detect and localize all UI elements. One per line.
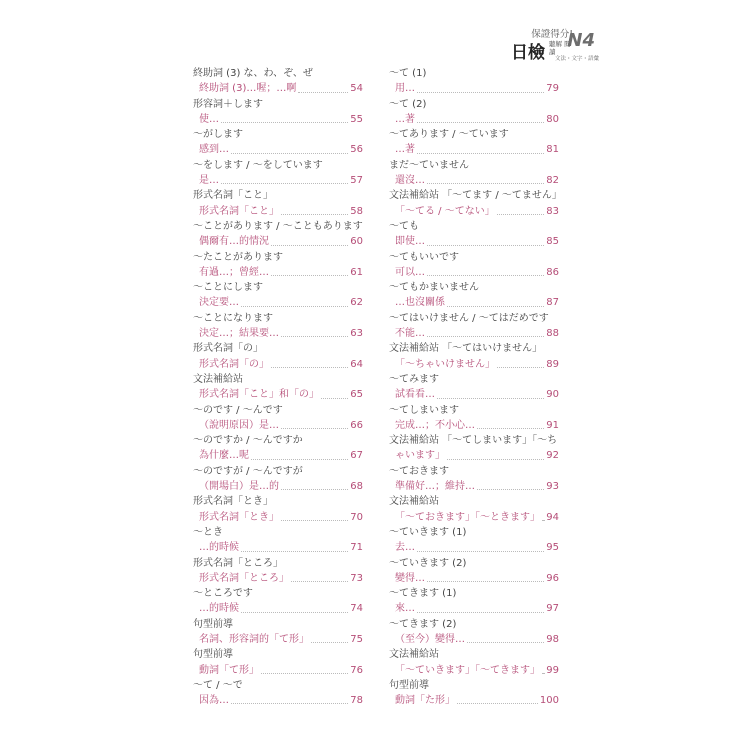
toc-page-number: 68 bbox=[350, 481, 363, 493]
toc-entry[interactable] bbox=[193, 97, 363, 128]
toc-page-number: 70 bbox=[350, 511, 363, 523]
toc-entry-description: 使… bbox=[199, 113, 219, 125]
toc-entry-detail bbox=[389, 540, 559, 555]
toc-entry-title: 形式名詞「の」 bbox=[193, 343, 263, 355]
toc-entry-title: 終助詞 (3) な、わ、ぞ、ぜ bbox=[193, 68, 313, 79]
toc-entry-detail bbox=[193, 326, 363, 341]
toc-entry-title: ～てしまいます bbox=[389, 404, 459, 416]
toc-page-number: 64 bbox=[350, 358, 363, 370]
toc-entry[interactable] bbox=[389, 341, 559, 372]
toc-entry[interactable] bbox=[389, 403, 559, 434]
logo-level: N4 bbox=[567, 30, 595, 51]
dot-leader bbox=[311, 632, 348, 643]
dot-leader bbox=[457, 693, 538, 704]
toc-entry[interactable] bbox=[193, 433, 363, 464]
dot-leader bbox=[417, 540, 544, 551]
toc-entry-title: ～とき bbox=[193, 526, 223, 538]
toc-entry-detail bbox=[389, 265, 559, 280]
dot-leader bbox=[497, 357, 544, 368]
toc-entry-title: ～のですが / ～んですが bbox=[193, 465, 303, 477]
dot-leader bbox=[241, 540, 348, 551]
toc-page-number: 87 bbox=[546, 297, 559, 309]
dot-leader bbox=[417, 601, 544, 612]
toc-entry-detail bbox=[193, 234, 363, 249]
toc-entry-description: 終助詞 (3)…喔；…啊 bbox=[199, 83, 297, 95]
book-logo bbox=[493, 26, 613, 70]
toc-entry-description: 動詞「て形」 bbox=[199, 664, 259, 676]
dot-leader bbox=[477, 479, 544, 490]
toc-entry-detail bbox=[193, 693, 363, 708]
dot-leader bbox=[447, 448, 544, 459]
dot-leader bbox=[417, 81, 544, 92]
toc-entry[interactable] bbox=[193, 127, 363, 158]
toc-entry[interactable] bbox=[193, 556, 363, 587]
toc-entry-detail bbox=[193, 387, 363, 402]
toc-entry-description: 去… bbox=[395, 542, 415, 554]
toc-entry-title: 句型前導 bbox=[193, 618, 233, 630]
dot-leader bbox=[261, 663, 348, 674]
toc-entry[interactable] bbox=[193, 219, 363, 250]
toc-entry[interactable] bbox=[389, 127, 559, 158]
toc-entry-title: 文法補給站 bbox=[389, 496, 439, 508]
toc-entry[interactable] bbox=[389, 647, 559, 678]
toc-entry-title: ～ことになります bbox=[193, 312, 273, 324]
toc-entry-description: 形式名詞「とき」 bbox=[199, 511, 279, 523]
toc-entry-detail bbox=[193, 204, 363, 219]
dot-leader bbox=[477, 418, 544, 429]
toc-entry[interactable] bbox=[193, 678, 363, 709]
toc-entry-detail bbox=[389, 387, 559, 402]
dot-leader bbox=[281, 510, 348, 521]
toc-entry-detail bbox=[193, 540, 363, 555]
toc-page-number: 65 bbox=[350, 389, 363, 401]
toc-entry-description: ゃいます」 bbox=[395, 450, 445, 462]
toc-entry[interactable] bbox=[389, 556, 559, 587]
toc-entry-description: 「～てる / ～てない」 bbox=[395, 205, 495, 217]
dot-leader bbox=[291, 571, 348, 582]
toc-entry-detail bbox=[193, 510, 363, 525]
toc-entry-description: 名詞、形容詞的「て形」 bbox=[199, 633, 309, 645]
toc-entry-detail bbox=[193, 632, 363, 647]
toc-entry[interactable] bbox=[193, 372, 363, 403]
toc-entry-description: 還沒… bbox=[395, 175, 425, 187]
toc-page-number: 89 bbox=[546, 358, 559, 370]
logo-subtitle-2: 文法・文字・語彙 bbox=[554, 56, 599, 62]
dot-leader bbox=[281, 418, 348, 429]
toc-entry-detail bbox=[193, 173, 363, 188]
toc-entry-title: ～てはいけません / ～てはだめです bbox=[389, 312, 549, 324]
toc-entry-detail bbox=[389, 204, 559, 219]
toc-entry-description: 試看看… bbox=[395, 389, 435, 401]
toc-entry-description: 偶爾有…的情況 bbox=[199, 236, 269, 248]
dot-leader bbox=[427, 173, 544, 184]
toc-entry-title: ～てもいいです bbox=[389, 251, 459, 263]
toc-entry-title: 文法補給站 bbox=[193, 373, 243, 385]
toc-entry-title: ～ことにします bbox=[193, 282, 263, 294]
toc-entry[interactable] bbox=[193, 188, 363, 219]
toc-entry-description: 感到… bbox=[199, 144, 229, 156]
toc-entry-detail bbox=[193, 601, 363, 616]
toc-entry-detail bbox=[389, 173, 559, 188]
logo-title: 日檢 bbox=[511, 43, 545, 63]
toc-entry[interactable] bbox=[389, 280, 559, 311]
toc-entry[interactable] bbox=[193, 250, 363, 281]
toc-entry[interactable] bbox=[389, 250, 559, 281]
toc-entry-description: 即使… bbox=[395, 236, 425, 248]
toc-page-number: 78 bbox=[350, 695, 363, 707]
logo-subtitle: 聽解 閱讀 bbox=[549, 40, 571, 56]
toc-entry-description: …的時候 bbox=[199, 542, 239, 554]
dot-leader bbox=[298, 81, 348, 92]
toc-entry-detail bbox=[193, 479, 363, 494]
toc-page-number: 55 bbox=[350, 113, 363, 125]
toc-entry-title: ～て / ～で bbox=[193, 679, 243, 691]
toc-entry-detail bbox=[193, 142, 363, 157]
toc-page-number: 54 bbox=[350, 83, 363, 95]
toc-entry-detail bbox=[193, 418, 363, 433]
toc-entry[interactable] bbox=[193, 494, 363, 525]
toc-page-number: 92 bbox=[546, 450, 559, 462]
toc-page-number: 63 bbox=[350, 328, 363, 340]
dot-leader bbox=[542, 663, 544, 674]
toc-entry-description: 決定…；結果要… bbox=[199, 328, 279, 340]
toc-entry-description: 形式名詞「ところ」 bbox=[199, 572, 289, 584]
toc-entry[interactable] bbox=[389, 586, 559, 617]
toc-page-number: 88 bbox=[546, 328, 559, 340]
toc-entry-description: …也沒關係 bbox=[395, 297, 445, 309]
toc-entry-description: 「～ていきます」「～てきます」 bbox=[395, 664, 540, 676]
toc-entry-detail bbox=[389, 142, 559, 157]
dot-leader bbox=[542, 510, 544, 521]
toc-entry-title: 形式名詞「ところ」 bbox=[193, 557, 283, 569]
toc-page-number: 91 bbox=[546, 419, 559, 431]
dot-leader bbox=[281, 204, 348, 215]
toc-entry-title: ～て (2) bbox=[389, 98, 427, 110]
toc-entry-detail bbox=[389, 663, 559, 678]
toc-entry-detail bbox=[389, 510, 559, 525]
toc-entry-detail bbox=[389, 448, 559, 463]
toc-entry-description: …著 bbox=[395, 144, 415, 156]
dot-leader bbox=[427, 326, 544, 337]
toc-entry-detail bbox=[389, 479, 559, 494]
toc-column-left bbox=[193, 66, 363, 708]
dot-leader bbox=[427, 265, 544, 276]
toc-entry[interactable] bbox=[193, 647, 363, 678]
toc-entry-detail bbox=[389, 295, 559, 310]
toc-entry-title: 形式名詞「こと」 bbox=[193, 190, 273, 202]
toc-entry-title: ～のです / ～んです bbox=[193, 404, 283, 416]
toc-page-number: 71 bbox=[350, 542, 363, 554]
toc-entry-description: 有過…；曾經… bbox=[199, 266, 269, 278]
toc-entry-title: 文法補給站 bbox=[389, 649, 439, 661]
toc-page-number: 57 bbox=[350, 175, 363, 187]
toc-entry[interactable] bbox=[193, 586, 363, 617]
toc-entry-detail bbox=[389, 81, 559, 96]
toc-entry-detail bbox=[193, 448, 363, 463]
toc-entry-description: 「～ておきます」「～ときます」 bbox=[395, 511, 540, 523]
toc-entry-detail bbox=[193, 663, 363, 678]
toc-page-number: 83 bbox=[546, 205, 559, 217]
toc-entry-detail bbox=[193, 265, 363, 280]
toc-entry-detail bbox=[193, 295, 363, 310]
toc-entry-detail bbox=[193, 81, 363, 96]
toc-entry[interactable] bbox=[389, 617, 559, 648]
toc-entry-title: ～ておきます bbox=[389, 465, 449, 477]
dot-leader bbox=[417, 112, 544, 123]
toc-page-number: 67 bbox=[350, 450, 363, 462]
toc-entry-description: …著 bbox=[395, 113, 415, 125]
toc-entry-description: 形式名詞「こと」 bbox=[199, 205, 279, 217]
toc-page-number: 60 bbox=[350, 236, 363, 248]
toc-entry[interactable] bbox=[389, 97, 559, 128]
toc-page-number: 82 bbox=[546, 175, 559, 187]
dot-leader bbox=[241, 295, 348, 306]
toc-entry-title: ～たことがあります bbox=[193, 251, 283, 263]
dot-leader bbox=[467, 632, 544, 643]
toc-entry-description: 完成…；不小心… bbox=[395, 419, 475, 431]
toc-entry-description: 準備好…；維持… bbox=[395, 481, 475, 493]
toc-page-number: 90 bbox=[546, 389, 559, 401]
toc-entry[interactable] bbox=[193, 403, 363, 434]
toc-page-number: 79 bbox=[546, 83, 559, 95]
toc-entry-title: まだ～ていません bbox=[389, 159, 469, 171]
toc-page-number: 95 bbox=[546, 542, 559, 554]
toc-column-right bbox=[389, 66, 562, 708]
toc-page-number: 81 bbox=[546, 144, 559, 156]
toc-entry-description: 因為… bbox=[199, 695, 229, 707]
dot-leader bbox=[497, 204, 545, 215]
toc-entry[interactable] bbox=[389, 188, 562, 219]
toc-entry-title: ～てあります / ～ています bbox=[389, 129, 509, 141]
toc-page-number: 61 bbox=[350, 266, 363, 278]
toc-entry-title: ～て (1) bbox=[389, 68, 427, 79]
toc-entry-title: 文法補給站 「～てます / ～てません」 bbox=[389, 190, 562, 202]
toc-page-number: 56 bbox=[350, 144, 363, 156]
toc-entry-title: ～がします bbox=[193, 129, 243, 141]
toc-page-number: 58 bbox=[350, 205, 363, 217]
toc-entry-description: 「～ちゃいけません」 bbox=[395, 358, 495, 370]
toc-page-number: 97 bbox=[546, 603, 559, 615]
toc-entry[interactable] bbox=[193, 341, 363, 372]
toc-entry-title: ～ていきます (2) bbox=[389, 557, 467, 569]
toc-entry-title: ～てきます (2) bbox=[389, 618, 457, 630]
toc-entry-detail bbox=[193, 112, 363, 127]
dot-leader bbox=[447, 295, 544, 306]
toc-entry-title: 形式名詞「とき」 bbox=[193, 496, 273, 508]
toc-entry-detail bbox=[193, 357, 363, 372]
toc-entry-description: …的時候 bbox=[199, 603, 239, 615]
toc-entry[interactable] bbox=[389, 525, 559, 556]
toc-entry-title: ～てみます bbox=[389, 373, 439, 385]
toc-entry[interactable] bbox=[389, 66, 559, 97]
toc-entry-description: 形式名詞「の」 bbox=[199, 358, 269, 370]
toc-entry-detail bbox=[389, 112, 559, 127]
toc-entry[interactable] bbox=[193, 280, 363, 311]
toc-entry[interactable] bbox=[193, 311, 363, 342]
toc-page-number: 80 bbox=[546, 113, 559, 125]
dot-leader bbox=[281, 326, 348, 337]
toc-entry[interactable] bbox=[389, 158, 559, 189]
toc-entry-title: 句型前導 bbox=[389, 679, 429, 691]
dot-leader bbox=[271, 265, 348, 276]
toc-page-number: 66 bbox=[350, 419, 363, 431]
toc-page-number: 85 bbox=[546, 236, 559, 248]
toc-entry-detail bbox=[389, 418, 559, 433]
toc-entry-title: ～をします / ～をしています bbox=[193, 159, 323, 171]
dot-leader bbox=[437, 387, 544, 398]
toc-entry-detail bbox=[389, 601, 559, 616]
dot-leader bbox=[271, 357, 348, 368]
toc-page-number: 98 bbox=[546, 633, 559, 645]
toc-page-number: 86 bbox=[546, 266, 559, 278]
dot-leader bbox=[417, 142, 544, 153]
toc-entry-title: 句型前導 bbox=[193, 649, 233, 661]
toc-entry[interactable] bbox=[389, 219, 559, 250]
logo-tagline: 保證得分! bbox=[531, 29, 573, 40]
toc-entry-description: （說明原因）是… bbox=[199, 419, 279, 431]
toc-page-number: 62 bbox=[350, 297, 363, 309]
toc-entry-description: （至今）變得… bbox=[395, 633, 465, 645]
toc-entry-description: 來… bbox=[395, 603, 415, 615]
toc-entry-detail bbox=[389, 234, 559, 249]
toc-entry-title: ～のですか / ～んですか bbox=[193, 435, 303, 447]
toc-page-number: 93 bbox=[546, 481, 559, 493]
dot-leader bbox=[231, 693, 348, 704]
toc-entry-title: ～てもかまいません bbox=[389, 282, 479, 294]
toc-entry[interactable] bbox=[389, 464, 559, 495]
toc-page-number: 100 bbox=[539, 695, 559, 707]
toc-entry-title: ～てきます (1) bbox=[389, 588, 457, 600]
toc-entry-title: ～ことがあります / ～こともあります bbox=[193, 220, 363, 232]
toc-entry[interactable] bbox=[193, 525, 363, 556]
dot-leader bbox=[251, 448, 348, 459]
toc-entry-description: 形式名詞「こと」和「の」 bbox=[199, 389, 319, 401]
toc-entry-detail bbox=[193, 571, 363, 586]
toc-entry-description: 變得… bbox=[395, 572, 425, 584]
toc-page-number: 99 bbox=[546, 664, 559, 676]
toc-page-number: 73 bbox=[350, 572, 363, 584]
toc-page-number: 74 bbox=[350, 603, 363, 615]
dot-leader bbox=[271, 234, 348, 245]
toc-entry[interactable] bbox=[193, 158, 363, 189]
toc-entry[interactable] bbox=[389, 372, 559, 403]
toc-entry-detail bbox=[389, 632, 559, 647]
dot-leader bbox=[321, 387, 348, 398]
toc-entry-detail bbox=[389, 693, 559, 708]
toc-entry-description: 用… bbox=[395, 83, 415, 95]
toc-entry-description: 決定要… bbox=[199, 297, 239, 309]
dot-leader bbox=[427, 234, 544, 245]
toc-entry[interactable] bbox=[389, 433, 559, 464]
toc-entry[interactable] bbox=[193, 617, 363, 648]
toc-entry-description: 可以… bbox=[395, 266, 425, 278]
dot-leader bbox=[241, 601, 348, 612]
dot-leader bbox=[221, 173, 348, 184]
toc-page-number: 76 bbox=[350, 664, 363, 676]
toc-page-number: 94 bbox=[546, 511, 559, 523]
toc-entry-title: ～ていきます (1) bbox=[389, 526, 467, 538]
toc-entry-description: （開場白）是…的 bbox=[199, 481, 279, 493]
dot-leader bbox=[221, 112, 348, 123]
toc-entry-detail bbox=[389, 571, 559, 586]
dot-leader bbox=[427, 571, 544, 582]
toc-entry-description: 是… bbox=[199, 175, 219, 187]
toc-entry[interactable] bbox=[193, 464, 363, 495]
toc-entry[interactable] bbox=[389, 494, 559, 525]
toc-page-number: 75 bbox=[350, 633, 363, 645]
dot-leader bbox=[231, 142, 348, 153]
dot-leader bbox=[281, 479, 348, 490]
toc-entry[interactable] bbox=[193, 66, 363, 97]
toc-page-number: 96 bbox=[546, 572, 559, 584]
toc-entry-detail bbox=[389, 357, 559, 372]
toc-entry-title: ～ところです bbox=[193, 588, 253, 600]
toc-entry-title: 文法補給站 「～てはいけません」 bbox=[389, 343, 543, 355]
toc-entry-description: 動詞「た形」 bbox=[395, 695, 455, 707]
toc-entry-description: 不能… bbox=[395, 328, 425, 340]
toc-entry[interactable] bbox=[389, 678, 559, 709]
toc-entry-title: 文法補給站 「～てしまいます」「～ち bbox=[389, 435, 558, 447]
toc-entry-title: 形容詞＋します bbox=[193, 98, 263, 110]
toc-entry[interactable] bbox=[389, 311, 559, 342]
toc-entry-description: 為什麼…呢 bbox=[199, 450, 249, 462]
toc-entry-detail bbox=[389, 326, 559, 341]
toc-entry-title: ～ても bbox=[389, 220, 419, 232]
